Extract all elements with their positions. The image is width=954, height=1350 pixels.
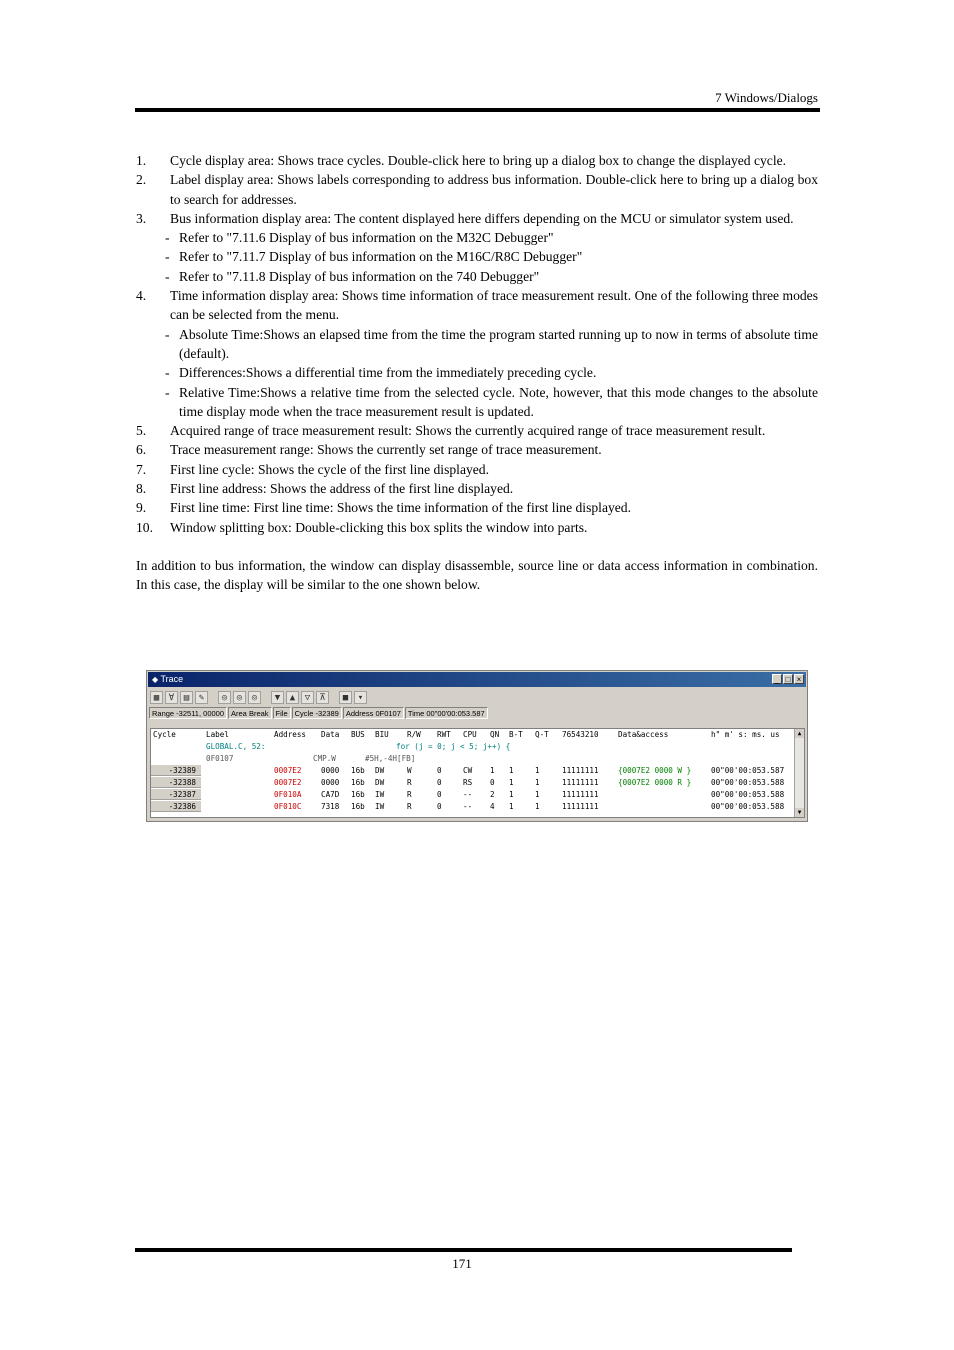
disasm-line-row xyxy=(151,753,804,765)
table-cell: R xyxy=(407,778,412,787)
column-header: Data&access xyxy=(618,730,669,739)
table-cell: RS xyxy=(463,778,473,787)
sub-item xyxy=(136,228,818,247)
item-number: 5. xyxy=(136,423,147,439)
table-cell: 11111111 xyxy=(562,778,599,787)
item-text: Bus information display area: The content displayed here differs depending on the MCU or simulator system used. xyxy=(170,210,794,226)
table-cell: 1 xyxy=(509,766,514,775)
disasm-mnemonic: CMP.W xyxy=(313,754,336,763)
item-text: First line time: First line time: Shows the time information of the first line displayed. xyxy=(170,500,631,516)
table-cell: 7318 xyxy=(321,802,340,811)
window-title: Trace xyxy=(160,674,184,684)
description-list xyxy=(136,151,818,595)
list-item xyxy=(136,421,818,440)
table-cell: 16b xyxy=(351,766,365,775)
table-cell: 16b xyxy=(351,790,365,799)
item-text: Window splitting box: Double-clicking this box splits the window into parts. xyxy=(170,519,588,535)
table-cell: W xyxy=(407,766,412,775)
list-item xyxy=(136,460,818,479)
sub-item-text: Refer to "7.11.7 Display of bus information on the M16C/R8C Debugger" xyxy=(179,249,583,265)
table-cell: 11111111 xyxy=(562,790,599,799)
filter-icon[interactable]: ∀ xyxy=(165,691,178,704)
list-item xyxy=(136,518,818,537)
dash: - xyxy=(165,365,170,381)
table-cell: 1 xyxy=(535,766,540,775)
step-top-icon[interactable]: ⊼ xyxy=(316,691,329,704)
sub-item xyxy=(136,247,818,266)
source-code: for (j = 0; j < 5; j++) { xyxy=(396,742,511,751)
list-item xyxy=(136,170,818,209)
table-cell: 11111111 xyxy=(562,802,599,811)
dash: - xyxy=(165,268,170,284)
column-header: Cycle xyxy=(153,730,176,739)
scroll-up-icon[interactable]: ▲ xyxy=(795,729,804,738)
cycle-cell: -32386 xyxy=(151,801,201,812)
table-row xyxy=(151,801,804,813)
item-number: 8. xyxy=(136,481,147,497)
column-header: Label xyxy=(206,730,229,739)
table-cell: 1 xyxy=(535,778,540,787)
table-cell: R xyxy=(407,790,412,799)
table-cell: 1 xyxy=(509,790,514,799)
table-row xyxy=(151,777,804,789)
cycle-cell: -32388 xyxy=(151,777,201,788)
trace-titlebar xyxy=(148,672,806,687)
table-cell: 0 xyxy=(437,766,442,775)
table-cell: {0007E2 0000 R } xyxy=(618,778,692,787)
column-header: QN xyxy=(490,730,500,739)
sub-item xyxy=(136,363,818,382)
disasm-address: 0F0107 xyxy=(206,754,234,763)
table-row xyxy=(151,789,804,801)
item-number: 3. xyxy=(136,210,147,226)
table-cell: CA7D xyxy=(321,790,340,799)
item-number: 9. xyxy=(136,500,147,516)
sub-item xyxy=(136,325,818,364)
table-cell: 4 xyxy=(490,802,495,811)
table-cell: 1 xyxy=(490,766,495,775)
search-backward-icon[interactable]: ◎ xyxy=(248,691,261,704)
table-cell: {0007E2 0000 W } xyxy=(618,766,692,775)
source-line-row xyxy=(151,741,804,753)
table-cell: 11111111 xyxy=(562,766,599,775)
source-file: GLOBAL.C, 52: xyxy=(206,742,266,751)
grid-header-row xyxy=(151,729,804,741)
table-cell: 00"00'00:053.588 xyxy=(711,790,785,799)
table-cell: 0007E2 xyxy=(274,778,302,787)
table-cell: 00"00'00:053.587 xyxy=(711,766,785,775)
table-cell: DW xyxy=(375,778,385,787)
dropdown-icon[interactable]: ▾ xyxy=(354,691,367,704)
item-number: 4. xyxy=(136,288,147,304)
intro-paragraph: In addition to bus information, the window can display disassemble, source line or data access information in combination. In this case, the display will be similar to the one shown below. xyxy=(136,557,818,593)
trace-toolbar xyxy=(150,689,804,705)
item-number: 2. xyxy=(136,172,147,188)
column-header: B-T xyxy=(509,730,523,739)
column-header: Address xyxy=(274,730,307,739)
table-cell: IW xyxy=(375,802,385,811)
table-cell: 0007E2 xyxy=(274,766,302,775)
search-forward-icon[interactable]: ◎ xyxy=(233,691,246,704)
column-header: RWT xyxy=(437,730,451,739)
column-header: BIU xyxy=(375,730,389,739)
cycle-cell: -32389 xyxy=(151,765,201,776)
maximize-icon[interactable]: □ xyxy=(783,674,793,684)
list-item xyxy=(136,479,818,498)
item-text: Label display area: Shows labels corresponding to address bus information. Double-click here to bring up a dialog box to search for addresses. xyxy=(170,172,818,207)
table-cell: -- xyxy=(463,790,473,799)
sub-item-text: Refer to "7.11.6 Display of bus information on the M32C Debugger" xyxy=(179,230,554,246)
bus-mode-icon[interactable]: ▦ xyxy=(150,691,163,704)
list-item xyxy=(136,498,818,517)
status-address: Address 0F0107 xyxy=(343,707,404,719)
table-cell: 0 xyxy=(437,802,442,811)
section-header: 7 Windows/Dialogs xyxy=(715,90,818,105)
arrow-down-icon[interactable]: ▼ xyxy=(271,691,284,704)
table-cell: 16b xyxy=(351,802,365,811)
table-cell: 1 xyxy=(535,790,540,799)
table-cell: 2 xyxy=(490,790,495,799)
item-text: First line cycle: Shows the cycle of the first line displayed. xyxy=(170,461,490,477)
item-number: 7. xyxy=(136,461,147,477)
step-down-icon[interactable]: ▽ xyxy=(301,691,314,704)
table-cell: 00"00'00:053.588 xyxy=(711,802,785,811)
dash: - xyxy=(165,230,170,246)
table-cell: IW xyxy=(375,790,385,799)
table-cell: -- xyxy=(463,802,473,811)
page-number: 171 xyxy=(452,1256,472,1271)
table-row xyxy=(151,765,804,777)
item-number: 6. xyxy=(136,442,147,458)
sub-item xyxy=(136,383,818,422)
item-text: Trace measurement range: Shows the currently set range of trace measurement. xyxy=(170,442,602,458)
trace-grid[interactable] xyxy=(150,728,805,818)
stop-icon[interactable]: ■ xyxy=(339,691,352,704)
trace-window-screenshot xyxy=(146,670,808,822)
table-cell: R xyxy=(407,802,412,811)
search-icon[interactable]: ◎ xyxy=(218,691,231,704)
list-item xyxy=(136,151,818,170)
sub-item-text: Differences:Shows a differential time from the immediately preceding cycle. xyxy=(179,365,597,381)
table-cell: 16b xyxy=(351,778,365,787)
table-cell: 1 xyxy=(509,778,514,787)
status-range: Range -32511, 00000 xyxy=(149,707,227,719)
arrow-up-icon[interactable]: ▲ xyxy=(286,691,299,704)
column-header: R/W xyxy=(407,730,421,739)
window-icon: ◆ xyxy=(152,675,159,684)
trace-statusbar xyxy=(149,707,805,719)
header-rule xyxy=(135,108,820,112)
document-icon[interactable]: ▤ xyxy=(180,691,193,704)
status-cycle: Cycle -32389 xyxy=(292,707,342,719)
column-header: Data xyxy=(321,730,340,739)
status-file: File xyxy=(273,707,291,719)
table-cell: 0F010C xyxy=(274,802,302,811)
column-header: BUS xyxy=(351,730,365,739)
sub-item-text: Relative Time:Shows a relative time from the selected cycle. Note, however, that this mode changes to the absolute time display mode when the trace measurement result is updated. xyxy=(179,384,818,419)
dash: - xyxy=(165,384,170,400)
scroll-down-icon[interactable]: ▼ xyxy=(795,808,804,817)
list-item xyxy=(136,440,818,459)
item-text: Time information display area: Shows time information of trace measurement result. One of the following three modes can be selected from the menu. xyxy=(170,288,818,323)
item-number: 10. xyxy=(136,519,153,535)
sub-item xyxy=(136,267,818,286)
table-cell: 0000 xyxy=(321,778,340,787)
dash: - xyxy=(165,249,170,265)
table-cell: 1 xyxy=(509,802,514,811)
table-cell: 0 xyxy=(437,790,442,799)
item-text: First line address: Shows the address of the first line displayed. xyxy=(170,481,514,497)
table-cell: 00"00'00:053.588 xyxy=(711,778,785,787)
minimize-icon[interactable]: _ xyxy=(772,674,782,684)
status-area: Area Break xyxy=(228,707,272,719)
footer-rule xyxy=(135,1248,792,1252)
item-text: Cycle display area: Shows trace cycles. Double-click here to bring up a dialog box to change the displayed cycle. xyxy=(170,153,787,168)
list-item xyxy=(136,209,818,228)
table-cell: 0000 xyxy=(321,766,340,775)
table-cell: CW xyxy=(463,766,473,775)
status-time: Time 00"00'00:053.587 xyxy=(405,707,488,719)
sub-item-text: Absolute Time:Shows an elapsed time from the time the program started running up to now in terms of absolute time (default). xyxy=(179,326,818,361)
list-item xyxy=(136,286,818,325)
table-cell: 0 xyxy=(490,778,495,787)
table-cell: 0 xyxy=(437,778,442,787)
column-header: Q-T xyxy=(535,730,549,739)
disasm-operand: #5H,-4H[FB] xyxy=(365,754,416,763)
table-cell: DW xyxy=(375,766,385,775)
item-text: Acquired range of trace measurement result: Shows the currently acquired range of trace measurement result. xyxy=(170,423,766,439)
item-number: 1. xyxy=(136,153,147,168)
column-header: h" m' s: ms. us xyxy=(711,730,780,739)
window-buttons xyxy=(772,674,804,684)
column-header: 76543210 xyxy=(562,730,599,739)
cycle-cell: -32387 xyxy=(151,789,201,800)
column-header: CPU xyxy=(463,730,477,739)
close-icon[interactable]: × xyxy=(794,674,804,684)
table-cell: 0F010A xyxy=(274,790,302,799)
sub-item-text: Refer to "7.11.8 Display of bus information on the 740 Debugger" xyxy=(179,268,540,284)
dash: - xyxy=(165,326,170,342)
table-cell: 1 xyxy=(535,802,540,811)
edit-icon[interactable]: ✎ xyxy=(195,691,208,704)
